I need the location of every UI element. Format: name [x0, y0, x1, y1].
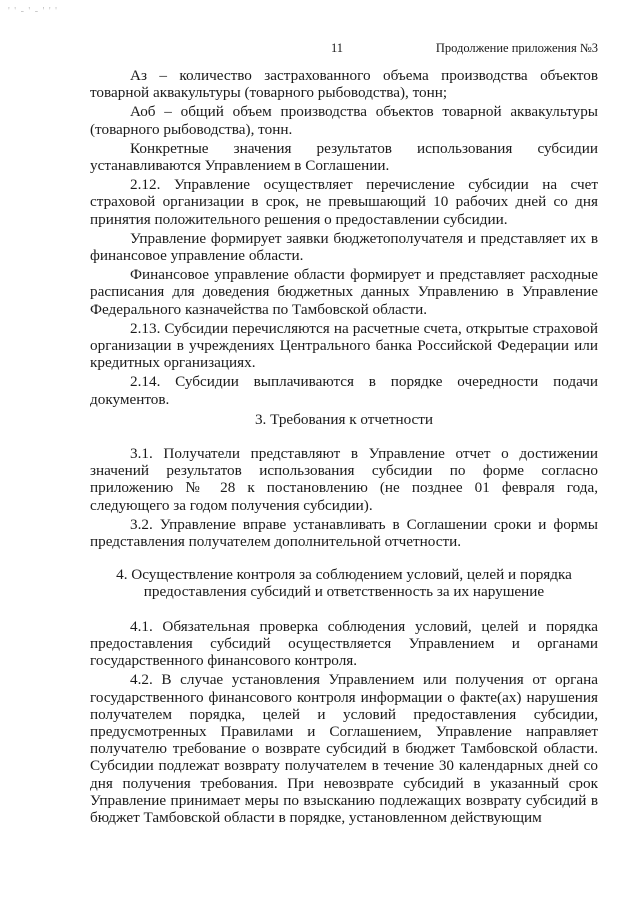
paragraph-2-12: 2.12. Управление осуществляет перечисление субсидии на счет страховой организации в срок, не превышающий 10 рабочих дней со дня принятия положительного решения о предоставлении субсидии. — [90, 176, 598, 228]
paragraph-3-1: 3.1. Получатели представляют в Управление отчет о достижении значений результатов использования субсидии по форме согласно приложению № 28 к постановлению (не позднее 01 февраля года, следующего за годом получения субсидии). — [90, 445, 598, 514]
page-header — [0, 41, 640, 59]
paragraph-2-13: 2.13. Субсидии перечисляются на расчетные счета, открытые страховой организации в учреждениях Центрального банка Российской Федерации или кредитных организациях. — [90, 319, 598, 372]
paragraph-3-2: 3.2. Управление вправе устанавливать в Соглашении сроки и формы представления получателем дополнительной отчетности. — [90, 515, 598, 551]
section-4-heading-line-2: предоставления субсидий и ответственность за их нарушение — [143, 583, 545, 601]
paragraph-result-values: Конкретные значения результатов использования субсидии устанавливаются Управлением в Соглашении. — [90, 139, 598, 175]
document-body — [90, 67, 598, 828]
paragraph-finance-schedules: Финансовое управление области формирует и представляет расходные расписания для доведения бюджетных данных Управлению в Управление Федерального казначейства по Тамбовской области. — [90, 266, 598, 318]
paragraph-aob-definition: Аоб – общий объем производства объектов товарной аквакультуры (товарного рыбоводства), тонн. — [90, 103, 598, 138]
paragraph-az-definition: Аз – количество застрахованного объема производства объектов товарной аквакультуры (товарного рыбоводства), тонн; — [90, 67, 598, 102]
section-4-heading — [90, 566, 598, 600]
section-3-heading: 3. Требования к отчетности — [254, 410, 434, 428]
paragraph-4-2: 4.2. В случае установления Управлением или получения от органа государственного финансового контроля информации о факте(ах) нарушения получателем порядка, целей и условий предоставления субсидии, предусмотренных Правилами и Соглашением, Управление направляет получателю требование о возврате субсидий в бюджет Тамбовской области. Субсидии подлежат возврату получателем в течение 30 календарных дней со дня получения требования. При невозврате субсидий в указанный срок Управление принимает меры по взысканию подлежащих возврату субсидий в бюджет Тамбовской области в порядке, установленном действующим — [90, 671, 598, 826]
section-4-heading-line-1: 4. Осуществление контроля за соблюдением условий, целей и порядка — [116, 566, 572, 584]
appendix-continuation-note: Продолжение приложения №3 — [435, 41, 598, 55]
scan-corner-mark: ' ' - ' - ' ' ' — [8, 6, 58, 17]
page-number: 11 — [331, 41, 344, 55]
paragraph-budget-requests: Управление формирует заявки бюджетополучателя и представляет их в финансовое управление области. — [90, 229, 598, 265]
paragraph-2-14: 2.14. Субсидии выплачиваются в порядке очередности подачи документов. — [90, 373, 598, 408]
paragraph-4-1: 4.1. Обязательная проверка соблюдения условий, целей и порядка предоставления субсидий осуществляется Управлением и органами государственного финансового контроля. — [90, 617, 598, 670]
